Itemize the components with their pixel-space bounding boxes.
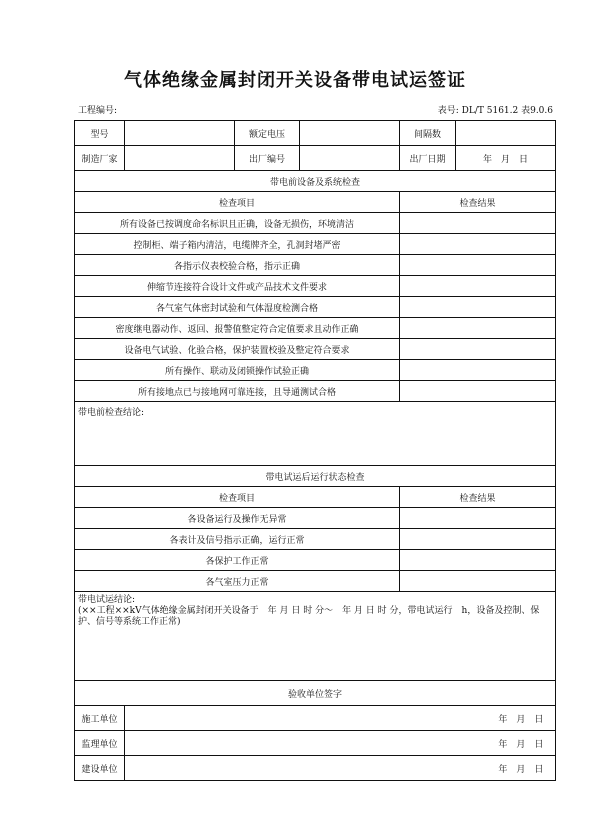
section2-item: 各气室压力正常 xyxy=(75,571,400,592)
section1-item: 设备电气试验、化验合格，保护装置校验及整定符合要求 xyxy=(75,339,400,360)
section1-result-cell[interactable] xyxy=(400,381,556,402)
section2-conclusion[interactable] xyxy=(75,592,556,681)
section2-item: 各保护工作正常 xyxy=(75,550,400,571)
section2-conclusion-text: (××工程××kV气体绝缘金属封闭开关设备于 年 月 日 时 分～ 年 月 日 时 分，带电试运行 h，设备及控制、保护、信号等系统工作正常) xyxy=(78,606,540,627)
section1-result-cell[interactable] xyxy=(400,234,556,255)
section2-result-cell[interactable] xyxy=(400,571,556,592)
signoff-sign-cell[interactable] xyxy=(125,706,556,731)
form-no-label: 表号: DL/T 5161.2 表9.0.6 xyxy=(437,106,553,116)
rated-voltage-value-cell[interactable] xyxy=(300,121,400,146)
signoff-unit-label: 监理单位 xyxy=(75,731,125,756)
signoff-title: 验收单位签字 xyxy=(75,681,556,706)
section1-result-cell[interactable] xyxy=(400,360,556,381)
manufacturer-value-cell[interactable] xyxy=(125,146,235,171)
manufacturer-label: 制造厂家 xyxy=(75,146,125,171)
serial-label: 出厂编号 xyxy=(235,146,300,171)
section1-conclusion[interactable] xyxy=(75,402,556,466)
section2-conclusion-label: 带电试运结论: xyxy=(78,595,136,605)
signoff-sign-cell[interactable] xyxy=(125,756,556,781)
section2-item: 各设备运行及操作无异常 xyxy=(75,508,400,529)
section1-result-cell[interactable] xyxy=(400,297,556,318)
section1-item: 所有操作、联动及闭锁操作试验正确 xyxy=(75,360,400,381)
section1-item: 各指示仪表校验合格，指示正确 xyxy=(75,255,400,276)
signoff-date: 年 月 日 xyxy=(498,739,544,750)
date-value[interactable]: 年 月 日 xyxy=(456,146,556,171)
section1-item: 伸缩节连接符合设计文件或产品技术文件要求 xyxy=(75,276,400,297)
section1-item: 控制柜、端子箱内清洁，电缆牌齐全，孔洞封堵严密 xyxy=(75,234,400,255)
page-title: 气体绝缘金属封闭开关设备带电试运签证 xyxy=(124,70,466,91)
section2-result-cell[interactable] xyxy=(400,550,556,571)
section2-result-cell[interactable] xyxy=(400,529,556,550)
section1-item: 密度继电器动作、返回、报警值整定符合定值要求且动作正确 xyxy=(75,318,400,339)
model-label: 型号 xyxy=(75,121,125,146)
signoff-sign-cell[interactable] xyxy=(125,731,556,756)
section1-item: 各气室气体密封试验和气体湿度检测合格 xyxy=(75,297,400,318)
section2-col-result: 检查结果 xyxy=(400,487,556,508)
bay-label: 间隔数 xyxy=(400,121,456,146)
inspection-form-table xyxy=(74,120,556,781)
bay-value-cell[interactable] xyxy=(456,121,556,146)
section2-col-item: 检查项目 xyxy=(75,487,400,508)
section1-col-item: 检查项目 xyxy=(75,192,400,213)
section2-title: 带电试运后运行状态检查 xyxy=(75,466,556,487)
section1-result-cell[interactable] xyxy=(400,276,556,297)
section1-result-cell[interactable] xyxy=(400,318,556,339)
section1-result-cell[interactable] xyxy=(400,339,556,360)
section1-item: 所有设备已按调度命名标识且正确，设备无损伤，环境清洁 xyxy=(75,213,400,234)
section1-col-result: 检查结果 xyxy=(400,192,556,213)
section1-result-cell[interactable] xyxy=(400,255,556,276)
section2-result-cell[interactable] xyxy=(400,508,556,529)
section1-title: 带电前设备及系统检查 xyxy=(75,171,556,192)
signoff-date: 年 月 日 xyxy=(498,714,544,725)
rated-voltage-label: 额定电压 xyxy=(235,121,300,146)
section1-item: 所有接地点已与接地网可靠连接，且导通测试合格 xyxy=(75,381,400,402)
section2-item: 各表计及信号指示正确，运行正常 xyxy=(75,529,400,550)
signoff-date: 年 月 日 xyxy=(498,764,544,775)
model-value-cell[interactable] xyxy=(125,121,235,146)
date-label: 出厂日期 xyxy=(400,146,456,171)
project-no-label: 工程编号: xyxy=(78,106,118,116)
signoff-unit-label: 建设单位 xyxy=(75,756,125,781)
section1-conclusion-label: 带电前检查结论: xyxy=(78,408,145,418)
signoff-unit-label: 施工单位 xyxy=(75,706,125,731)
serial-value-cell[interactable] xyxy=(300,146,400,171)
section1-result-cell[interactable] xyxy=(400,213,556,234)
